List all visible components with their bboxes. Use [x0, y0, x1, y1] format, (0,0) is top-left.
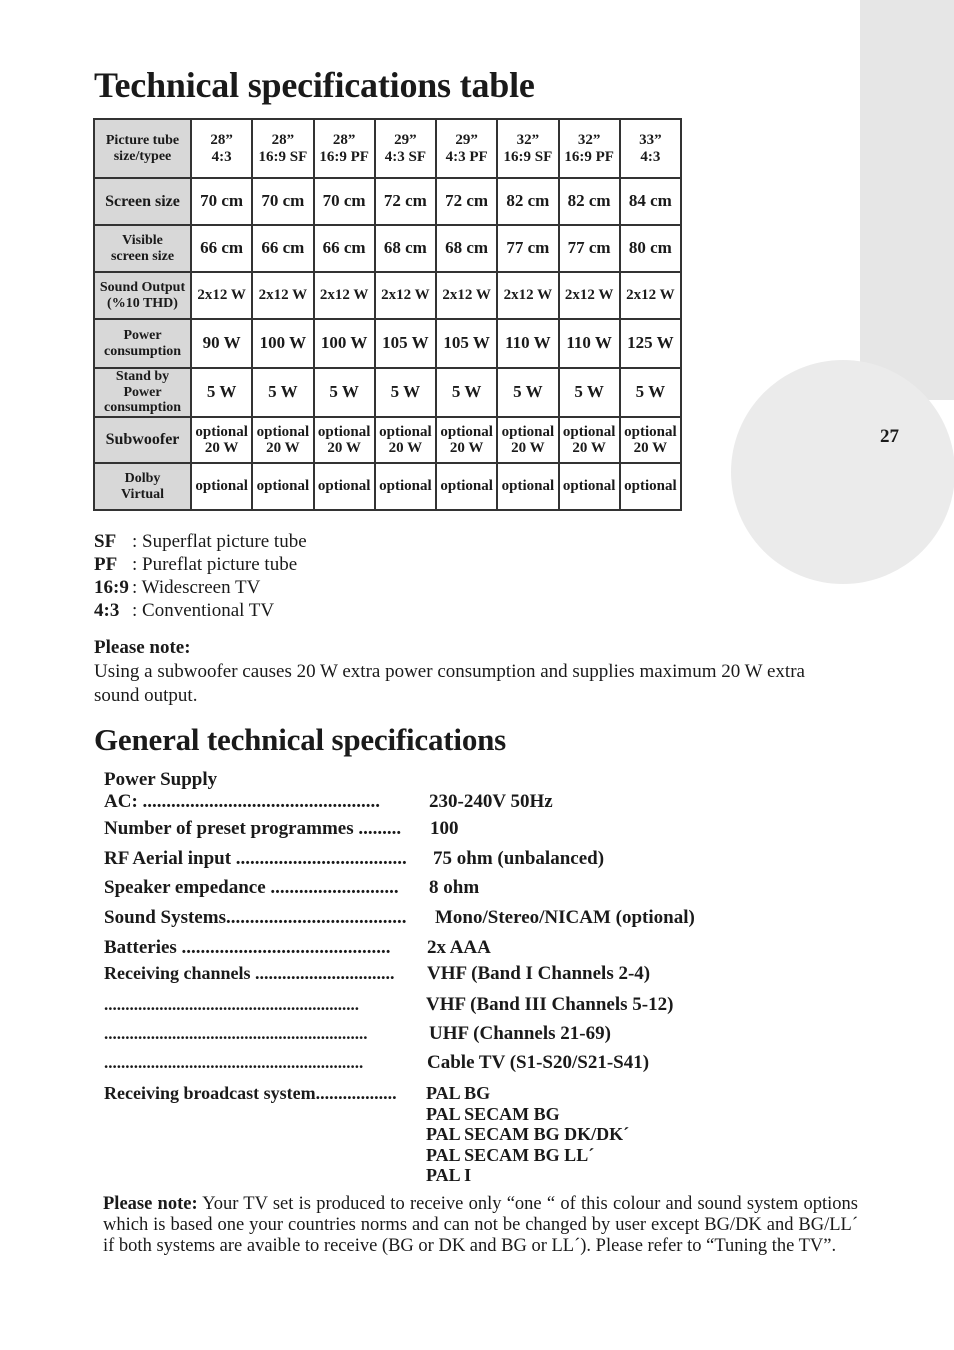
- legend-text: : Superflat picture tube: [132, 531, 307, 552]
- table-cell: [620, 225, 681, 272]
- legend-item: [94, 576, 307, 599]
- spec-value: VHF (Band I Channels 2-4): [427, 963, 651, 984]
- side-tab-bar: [860, 0, 954, 400]
- spec-receiving-channels: [104, 963, 651, 985]
- table-cell-value: 5 W: [574, 382, 604, 402]
- table-cell-value: optional: [379, 423, 432, 440]
- note-title: Please note:: [94, 637, 191, 658]
- table-cell-value: 20 W: [572, 440, 606, 456]
- table-cell-value: 90 W: [202, 333, 241, 353]
- row-label-line: consumption: [103, 400, 182, 416]
- table-cell-value: optional: [501, 478, 555, 495]
- table-cell: [497, 417, 558, 463]
- table-cell: [436, 225, 497, 272]
- table-cell-value: optional: [440, 423, 493, 440]
- broadcast-system-item: PAL SECAM BG: [426, 1103, 560, 1124]
- table-cell-value: 100 W: [320, 333, 368, 353]
- spec-value: UHF (Channels 21-69): [429, 1023, 611, 1044]
- table-cell: [252, 368, 313, 417]
- table-cell: [252, 417, 313, 463]
- spec-label: Receiving broadcast system..................: [104, 1083, 397, 1103]
- legend-key: 4:3: [94, 600, 120, 621]
- spec-dots: .............................................................: [104, 1053, 364, 1072]
- colour-system-note: [103, 1194, 858, 1257]
- table-row: [94, 368, 681, 417]
- table-row: [94, 272, 681, 319]
- spec-label: AC: ..................................................: [104, 791, 381, 812]
- table-cell-value: 2x12 W: [564, 287, 614, 304]
- row-label-line: Screen size: [105, 192, 180, 210]
- table-cell-value: 5 W: [451, 382, 482, 402]
- header-col-line: 28”: [332, 132, 356, 148]
- legend-key: 16:9: [94, 577, 129, 598]
- note-text: Using a subwoofer causes 20 W extra power consumption and supplies maximum 20 W extra sound output.: [94, 661, 805, 706]
- table-cell: [436, 178, 497, 225]
- table-cell: [252, 178, 313, 225]
- header-col-line: 29”: [455, 132, 478, 148]
- table-cell: [559, 463, 620, 510]
- table-cell-value: 5 W: [268, 382, 298, 402]
- broadcast-system-list: [426, 1083, 629, 1186]
- spec-value: 8 ohm: [429, 877, 480, 898]
- spec-label: Sound Systems......................................: [104, 907, 407, 928]
- table-cell-value: 105 W: [382, 333, 429, 353]
- row-label-line: screen size: [110, 248, 175, 264]
- table-cell-value: 68 cm: [445, 238, 489, 258]
- table-cell-value: 20 W: [266, 440, 300, 456]
- table-cell-value: 72 cm: [383, 191, 427, 211]
- spec-batteries: [104, 937, 491, 959]
- technical-specifications-table: [93, 118, 682, 511]
- table-row: [94, 225, 681, 272]
- spec-speaker: [104, 877, 480, 899]
- table-cell-value: optional: [317, 478, 371, 495]
- row-label-line: consumption: [103, 343, 182, 359]
- spec-value: VHF (Band III Channels 5-12): [426, 994, 674, 1015]
- table-cell-value: 66 cm: [261, 238, 305, 258]
- table-cell-value: 77 cm: [506, 238, 550, 258]
- table-cell: [620, 178, 681, 225]
- table-cell: [375, 463, 436, 510]
- table-cell-value: 20 W: [204, 440, 239, 456]
- spec-label: Batteries ............................................: [104, 937, 391, 958]
- table-cell: [191, 319, 252, 368]
- spec-rf-aerial: [104, 848, 605, 870]
- table-cell-value: 70 cm: [200, 191, 244, 211]
- table-cell-value: 84 cm: [628, 191, 672, 211]
- row-label: [94, 417, 191, 463]
- table-cell-value: 82 cm: [506, 191, 550, 211]
- spec-label: Receiving channels ...............................: [104, 963, 395, 983]
- table-cell-value: 2x12 W: [319, 287, 369, 304]
- table-cell-value: optional: [562, 423, 616, 440]
- table-cell-value: optional: [379, 478, 432, 495]
- header-col: [252, 119, 313, 178]
- table-cell: [252, 463, 313, 510]
- legend-item: [94, 530, 307, 553]
- spec-value: Mono/Stereo/NICAM (optional): [435, 907, 695, 928]
- header-col: [620, 119, 681, 178]
- spec-preset-programmes: [104, 818, 459, 840]
- table-cell: [436, 272, 497, 319]
- table-cell: [191, 272, 252, 319]
- header-col-line: 28”: [210, 132, 233, 148]
- header-col: [497, 119, 558, 178]
- legend-item: [94, 553, 307, 576]
- table-cell-value: optional: [195, 478, 248, 495]
- table-cell-value: 68 cm: [383, 238, 427, 258]
- table-cell: [559, 368, 620, 417]
- spec-value: Cable TV (S1-S20/S21-S41): [427, 1052, 650, 1073]
- row-label: [94, 272, 191, 319]
- table-cell-value: optional: [317, 423, 371, 440]
- row-label: [94, 178, 191, 225]
- spec-value: 230-240V 50Hz: [429, 791, 553, 812]
- table-cell-value: 100 W: [259, 333, 307, 353]
- spec-dots: ..............................................................: [104, 1024, 368, 1043]
- table-row: [94, 178, 681, 225]
- header-col: [191, 119, 252, 178]
- spec-receiving-channels-3: [104, 1023, 611, 1045]
- spec-dots: ............................................................: [104, 995, 359, 1014]
- table-cell-value: optional: [624, 478, 677, 495]
- broadcast-system-item: PAL SECAM BG LL´: [426, 1144, 595, 1165]
- table-cell: [252, 225, 313, 272]
- table-cell: [497, 368, 558, 417]
- table-cell: [314, 178, 375, 225]
- table-cell-value: 125 W: [627, 333, 674, 353]
- table-cell-value: 2x12 W: [503, 287, 553, 304]
- table-cell-value: 2x12 W: [442, 287, 491, 304]
- table-cell: [375, 272, 436, 319]
- row-label: [94, 463, 191, 510]
- table-cell-value: 5 W: [206, 382, 237, 402]
- general-specifications-title: General technical specifications: [94, 722, 507, 757]
- row-label-line: Visible: [122, 233, 163, 249]
- table-cell: [191, 463, 252, 510]
- table-row: [94, 463, 681, 510]
- table-cell: [314, 272, 375, 319]
- row-label-line: Stand by: [115, 369, 170, 385]
- table-cell: [314, 319, 375, 368]
- table-cell-value: 20 W: [511, 440, 545, 456]
- table-cell-value: 20 W: [449, 440, 484, 456]
- table-cell: [191, 417, 252, 463]
- row-label: [94, 225, 191, 272]
- row-label-line: Power: [123, 328, 162, 344]
- table-row: [94, 319, 681, 368]
- table-header-row: [94, 119, 681, 178]
- row-label-line: Subwoofer: [105, 431, 180, 449]
- spec-value: 100: [430, 818, 459, 839]
- table-cell-value: 70 cm: [261, 191, 305, 211]
- table-cell-value: optional: [256, 478, 310, 495]
- table-cell: [620, 417, 681, 463]
- table-cell: [436, 417, 497, 463]
- header-col-line: 4:3: [640, 148, 661, 165]
- table-cell-value: 110 W: [566, 333, 612, 353]
- header-col-line: 4:3 SF: [384, 148, 426, 165]
- table-cell-value: 5 W: [513, 382, 543, 402]
- header-col-line: 28”: [271, 132, 295, 148]
- table-cell: [252, 272, 313, 319]
- header-col-line: 32”: [577, 132, 601, 148]
- table-cell: [191, 368, 252, 417]
- header-col-line: 16:9 PF: [564, 148, 614, 165]
- header-col: [314, 119, 375, 178]
- table-cell-value: 80 cm: [628, 238, 672, 258]
- table-cell: [497, 319, 558, 368]
- spec-label: Speaker empedance ...........................: [104, 877, 399, 898]
- header-col: [375, 119, 436, 178]
- legend-text: : Pureflat picture tube: [132, 554, 298, 575]
- row-label: [94, 319, 191, 368]
- spec-label: RF Aerial input ....................................: [104, 848, 407, 869]
- spec-sound-systems: [104, 907, 695, 929]
- table-cell-value: optional: [562, 478, 616, 495]
- technical-specifications-title: Technical specifications table: [94, 65, 535, 105]
- table-cell-value: 5 W: [635, 382, 666, 402]
- broadcast-system-item: PAL SECAM BG DK/DK´: [426, 1124, 630, 1144]
- table-cell: [375, 417, 436, 463]
- table-cell: [314, 417, 375, 463]
- table-cell-value: 2x12 W: [197, 287, 246, 304]
- header-col-line: 32”: [516, 132, 540, 148]
- table-cell: [436, 319, 497, 368]
- table-cell-value: optional: [440, 478, 493, 495]
- header-col-line: 16:9 PF: [319, 148, 369, 165]
- table-cell: [620, 463, 681, 510]
- table-cell: [497, 272, 558, 319]
- spec-label: Number of preset programmes .........: [104, 818, 402, 839]
- table-cell-value: optional: [501, 423, 555, 440]
- legend-item: [94, 599, 307, 622]
- table-cell: [436, 463, 497, 510]
- table-cell: [497, 178, 558, 225]
- table-cell: [620, 272, 681, 319]
- spec-value: 2x AAA: [427, 937, 491, 958]
- row-label-line: Virtual: [120, 486, 165, 502]
- table-cell-value: 2x12 W: [381, 287, 430, 304]
- table-cell: [559, 417, 620, 463]
- table-cell: [314, 368, 375, 417]
- table-cell: [191, 225, 252, 272]
- broadcast-system-item: PAL BG: [426, 1083, 491, 1103]
- table-cell: [375, 368, 436, 417]
- table-cell: [436, 368, 497, 417]
- row-label-line: Power: [123, 384, 162, 400]
- header-label-line: Picture tube: [105, 133, 180, 149]
- table-cell-value: 66 cm: [200, 238, 244, 258]
- table-cell: [497, 225, 558, 272]
- table-row: [94, 417, 681, 463]
- table-cell-value: optional: [256, 423, 310, 440]
- spec-value: 75 ohm (unbalanced): [433, 848, 605, 869]
- table-cell-value: 20 W: [633, 440, 668, 456]
- spec-broadcast-system: [104, 1083, 397, 1105]
- table-cell-value: 70 cm: [322, 191, 366, 211]
- table-cell: [314, 225, 375, 272]
- spec-receiving-channels-2: [104, 994, 674, 1016]
- table-cell: [559, 178, 620, 225]
- header-col: [559, 119, 620, 178]
- table-cell-value: optional: [624, 423, 677, 440]
- table-cell-value: 66 cm: [322, 238, 366, 258]
- note-text: Your TV set is produced to receive only “one “ of this colour and sound system options which is based one your countries norms and can not be changed by user except BG/DK and BG/LL´ if both systems are avaible to receive (BG or DK and BG or LL´). Please refer to “Tuning the TV”.: [103, 1194, 859, 1256]
- table-cell: [559, 319, 620, 368]
- power-supply-heading: Power Supply: [104, 769, 218, 790]
- header-label-line: size/typee: [113, 148, 172, 164]
- table-cell-value: 5 W: [329, 382, 359, 402]
- header-col-line: 16:9 SF: [503, 148, 553, 165]
- spec-receiving-channels-4: [104, 1052, 650, 1074]
- table-cell-value: 105 W: [443, 333, 490, 353]
- table-cell: [314, 463, 375, 510]
- table-cell-value: optional: [195, 423, 248, 440]
- table-cell: [559, 225, 620, 272]
- header-col-line: 4:3: [211, 148, 232, 165]
- table-cell-value: 72 cm: [445, 191, 489, 211]
- spec-ac: [104, 791, 553, 813]
- table-cell: [559, 272, 620, 319]
- table-cell-value: 2x12 W: [258, 287, 308, 304]
- table-cell: [497, 463, 558, 510]
- table-cell: [620, 368, 681, 417]
- note-title: Please note:: [103, 1194, 198, 1214]
- table-cell: [375, 178, 436, 225]
- legend-key: PF: [94, 554, 118, 575]
- header-col-line: 16:9 SF: [258, 148, 308, 165]
- table-cell-value: 82 cm: [567, 191, 611, 211]
- broadcast-system-item: PAL I: [426, 1165, 472, 1185]
- subwoofer-note: [94, 636, 834, 708]
- legend-text: : Conventional TV: [132, 600, 275, 621]
- table-cell: [191, 178, 252, 225]
- legend-key: SF: [94, 531, 117, 552]
- row-label-line: Sound Output: [99, 280, 186, 296]
- page-number: 27: [880, 426, 899, 447]
- row-label-line: (%10 THD): [107, 295, 178, 311]
- table-cell: [375, 319, 436, 368]
- abbreviation-legend: [94, 530, 307, 622]
- row-label-line: Dolby: [124, 471, 161, 487]
- header-col-line: 33”: [639, 132, 662, 148]
- table-cell-value: 110 W: [505, 333, 551, 353]
- header-col-line: 4:3 PF: [445, 148, 488, 165]
- table-cell-value: 2x12 W: [626, 287, 675, 304]
- row-label: [94, 368, 191, 417]
- table-cell: [620, 319, 681, 368]
- table-cell: [375, 225, 436, 272]
- table-cell-value: 77 cm: [567, 238, 611, 258]
- table-cell-value: 5 W: [390, 382, 421, 402]
- header-col-line: 29”: [394, 132, 417, 148]
- legend-text: : Widescreen TV: [132, 577, 261, 598]
- page-number-circle: [731, 360, 954, 584]
- table-cell-value: 20 W: [327, 440, 361, 456]
- table-cell-value: 20 W: [388, 440, 423, 456]
- header-col: [436, 119, 497, 178]
- header-label: [94, 119, 191, 178]
- table-cell: [252, 319, 313, 368]
